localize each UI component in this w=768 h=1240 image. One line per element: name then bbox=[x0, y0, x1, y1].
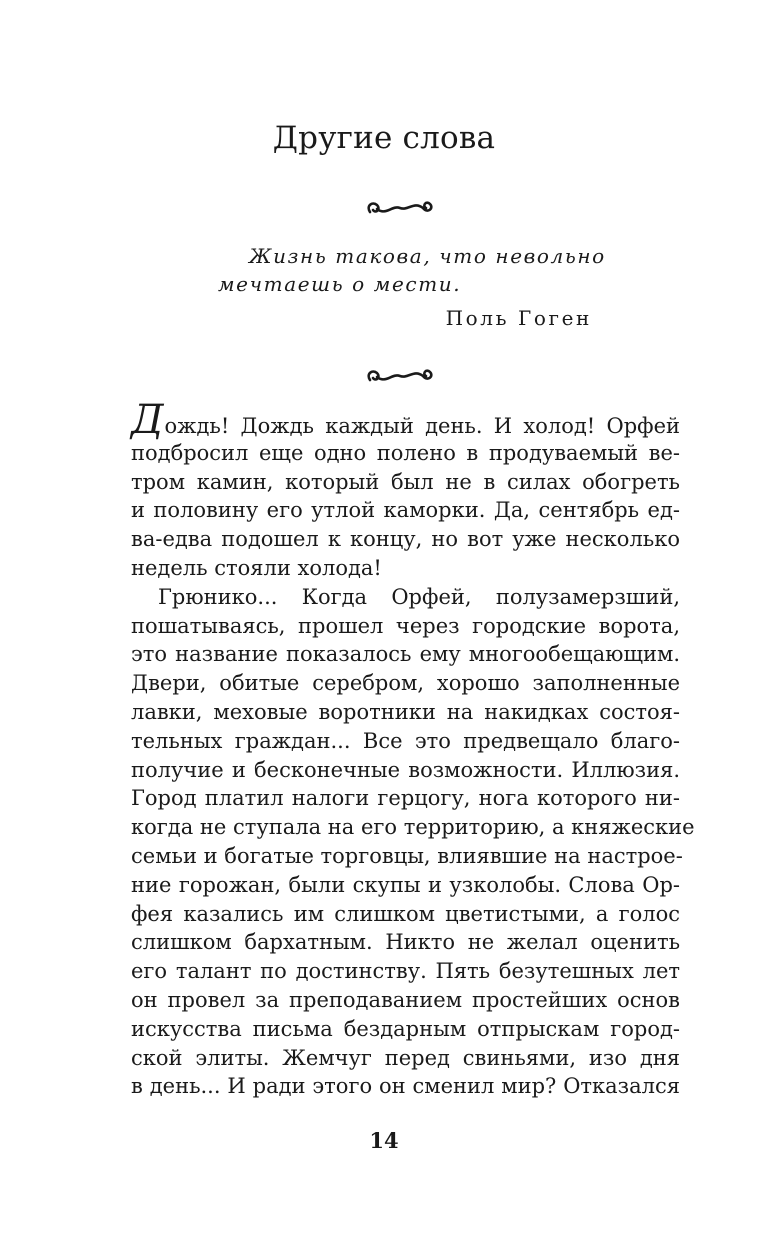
epigraph-line: мечтаешь о мести. bbox=[218, 272, 462, 296]
paragraph-line: пошатываясь, прошел через городские ворота, bbox=[131, 613, 680, 638]
paragraph-line: Город платил налоги герцогу, нога которого ни- bbox=[131, 786, 680, 811]
paragraph-line: тельных граждан... Все это предвещало благо- bbox=[131, 728, 680, 753]
swirl-ornament-icon bbox=[364, 364, 436, 388]
paragraph-line: ние горожан, были скупы и узколобы. Слова Ор- bbox=[131, 872, 680, 897]
paragraph-line: фея казались им слишком цветистыми, а голос bbox=[131, 901, 680, 926]
swirl-ornament-icon bbox=[364, 196, 436, 220]
paragraph-line: он провел за преподаванием простейших основ bbox=[131, 987, 680, 1012]
paragraph-line: и половину его утлой каморки. Да, сентябрь ед- bbox=[131, 498, 680, 523]
paragraph-line: лавки, меховые воротники на накидках состоя- bbox=[131, 699, 680, 724]
chapter-body bbox=[131, 397, 695, 1101]
paragraph-line: Дождь! Дождь каждый день. И холод! Орфей bbox=[131, 397, 680, 443]
paragraph-line: тром камин, который был не в силах обогреть bbox=[131, 469, 680, 494]
paragraph-line: Грюнико... Когда Орфей, полузамерзший, bbox=[158, 584, 680, 609]
paragraph-line: слишком бархатным. Никто не желал оценить bbox=[131, 930, 680, 955]
paragraph-line: это название показалось ему многообещающим. bbox=[131, 642, 680, 667]
epigraph-author: Поль Гоген bbox=[445, 306, 592, 330]
epigraph-line: Жизнь такова, что невольно bbox=[249, 244, 606, 268]
paragraph-line: подбросил еще одно полено в продуваемый ве- bbox=[131, 440, 680, 465]
paragraph-line: семьи и богатые торговцы, влиявшие на настрое- bbox=[131, 843, 683, 868]
paragraph-line: ва-едва подошел к концу, но вот уже несколько bbox=[131, 527, 680, 552]
paragraph-line: когда не ступала на его территорию, а княжеские bbox=[131, 815, 695, 840]
chapter-title: Другие слова bbox=[272, 120, 496, 156]
epigraph bbox=[218, 242, 606, 298]
paragraph-line: искусства письма бездарным отпрыскам город- bbox=[131, 1016, 680, 1041]
paragraph-line: его талант по достинству. Пять безутешных лет bbox=[131, 959, 680, 984]
paragraph-line: ской элиты. Жемчуг перед свиньями, изо дня bbox=[131, 1045, 680, 1070]
paragraph-line: в день... И ради этого он сменил мир? Отказался bbox=[131, 1074, 680, 1099]
paragraph-line: недель стояли холода! bbox=[131, 555, 382, 580]
drop-cap: Д bbox=[131, 397, 164, 443]
paragraph-line: Двери, обитые серебром, хорошо заполненные bbox=[131, 671, 680, 696]
page-number: 14 bbox=[369, 1128, 399, 1153]
paragraph-line: получие и бесконечные возможности. Иллюзия. bbox=[131, 757, 680, 782]
